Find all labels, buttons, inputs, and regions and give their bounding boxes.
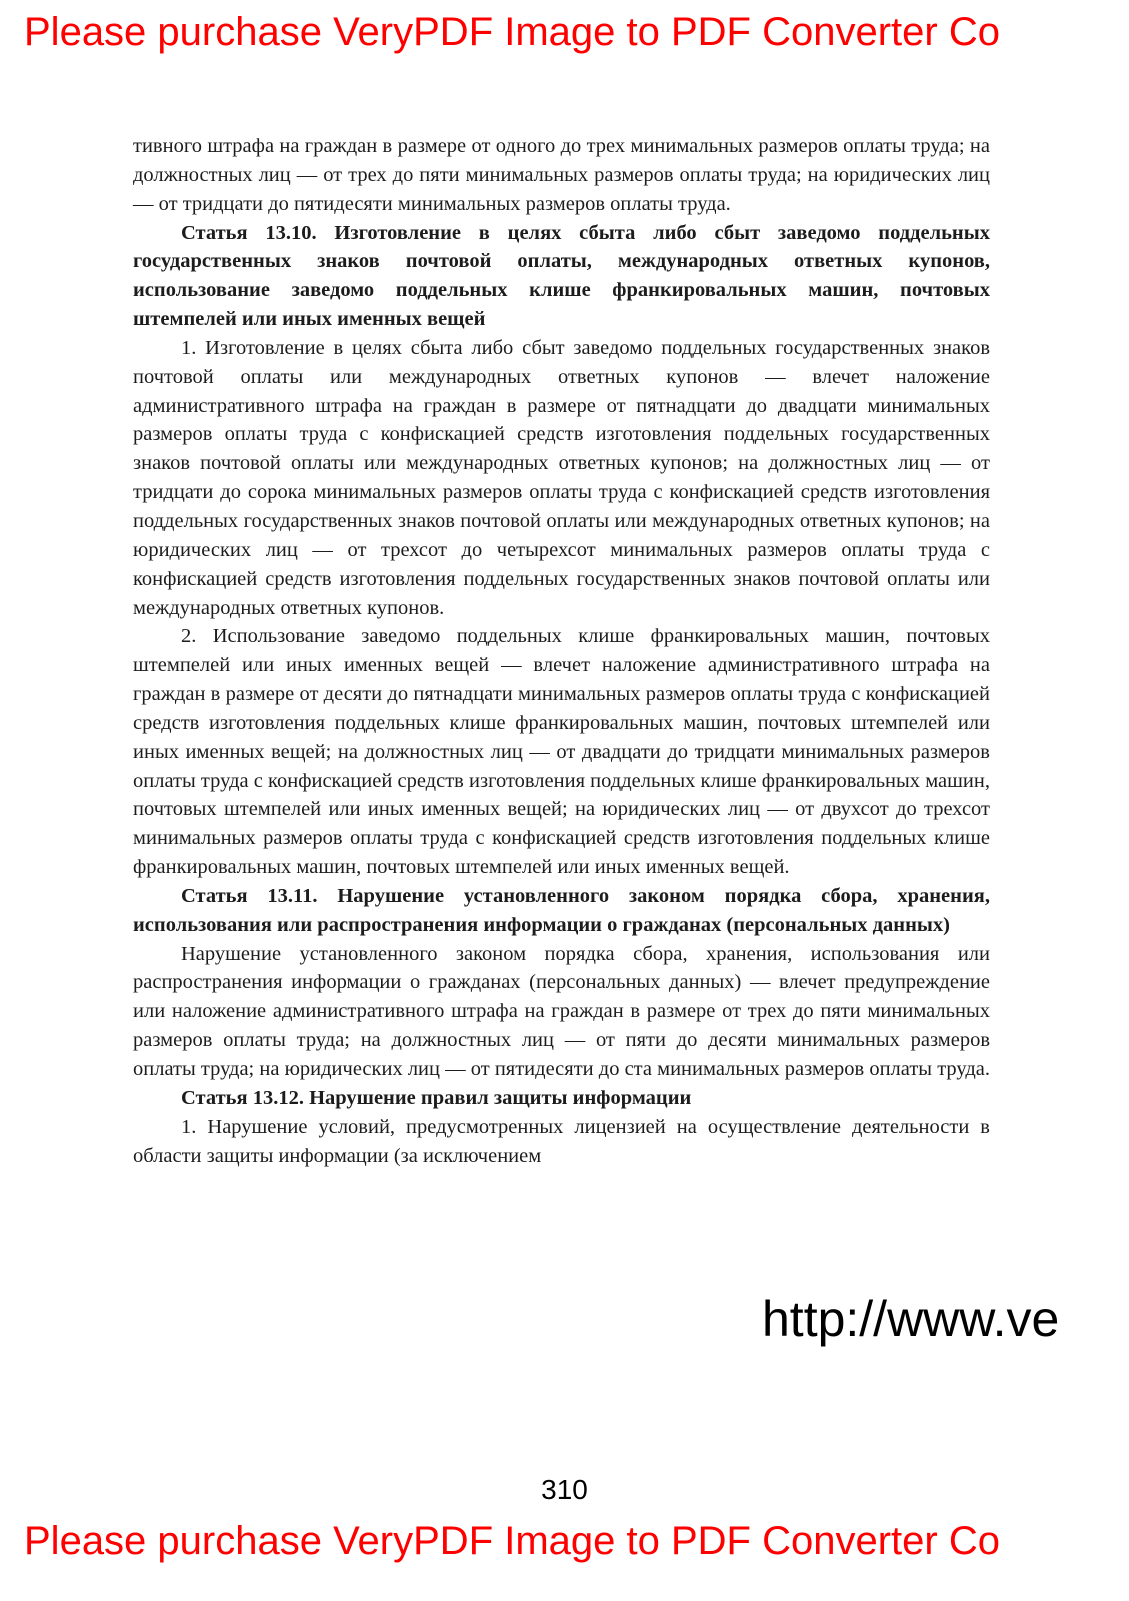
- article-13-10-part-1: 1. Изготовление в целях сбыта либо сбыт заведомо поддельных государственных знаков почтовой оплаты или международных ответных купонов — влечет наложение административного штрафа на граждан в размере от пятнадцати до двадцати минимальных размеров оплаты труда с конфискацией средств изготовления поддельных государственных знаков почтовой оплаты или международных ответных купонов; на должностных лиц — от тридцати до сорока минимальных размеров оплаты труда с конфискацией средств изготовления поддельных государственных знаков почтовой оплаты или международных ответных купонов; на юридических лиц — от трехсот до четырехсот минимальных размеров оплаты труда с конфискацией средств изготовления поддельных государственных знаков почтовой оплаты или международных ответных купонов.: [133, 336, 990, 619]
- article-13-12-part-1: 1. Нарушение условий, предусмотренных лицензией на осуществление деятельности в области защиты информации (за исключением: [133, 1115, 990, 1167]
- page-number: 310: [541, 1474, 588, 1505]
- article-13-11-text: Нарушение установленного законом порядка сбора, хранения, использования или распространения информации о гражданах (персональных данных) — влечет предупреждение или наложение административного штрафа на граждан в размере от трех до пяти минимальных размеров оплаты труда; на должностных лиц — от пяти до десяти минимальных размеров оплаты труда; на юридических лиц — от пятидесяти до ста минимальных размеров оплаты труда.: [133, 942, 991, 1080]
- article-13-10-part-2: 2. Использование заведомо поддельных клише франкировальных машин, почтовых штемпелей или иных именных вещей — влечет наложение административного штрафа на граждан в размере от десяти до пятнадцати минимальных размеров оплаты труда с конфискацией средств изготовления поддельных клише франкировальных машин, почтовых штемпелей или иных именных вещей; на должностных лиц — от двадцати до тридцати минимальных размеров оплаты труда с конфискацией средств изготовления поддельных клише франкировальных машин, почтовых штемпелей или иных именных вещей; на юридических лиц — от двухсот до трехсот минимальных размеров оплаты труда с конфискацией средств изготовления поддельных клише франкировальных машин, почтовых штемпелей или иных именных вещей.: [133, 625, 990, 879]
- document-page-text: [133, 132, 990, 1444]
- article-heading-13-10: Статья 13.10. Изготовление в целях сбыта либо сбыт заведомо поддельных государственных знаков почтовой оплаты, международных ответных купонов, использование заведомо поддельных клише франкировальных машин, почтовых штемпелей или иных именных вещей: [133, 221, 990, 331]
- watermark-url: http://www.ve: [762, 1291, 1060, 1347]
- paragraph-continuation: тивного штрафа на граждан в размере от одного до трех минимальных размеров оплаты труда; на должностных лиц — от трех до пяти минимальных размеров оплаты труда; на юридических лиц — от тридцати до пятидесяти минимальных размеров оплаты труда.: [133, 135, 990, 215]
- article-heading-13-11: Статья 13.11. Нарушение установленного законом порядка сбора, хранения, использования или распространения информации о гражданах (персональных данных): [133, 884, 990, 936]
- watermark-banner-top: Please purchase VeryPDF Image to PDF Converter Co: [24, 10, 1000, 54]
- article-heading-13-12: Статья 13.12. Нарушение правил защиты информации: [181, 1086, 692, 1109]
- watermark-banner-bottom: Please purchase VeryPDF Image to PDF Converter Co: [24, 1519, 1000, 1563]
